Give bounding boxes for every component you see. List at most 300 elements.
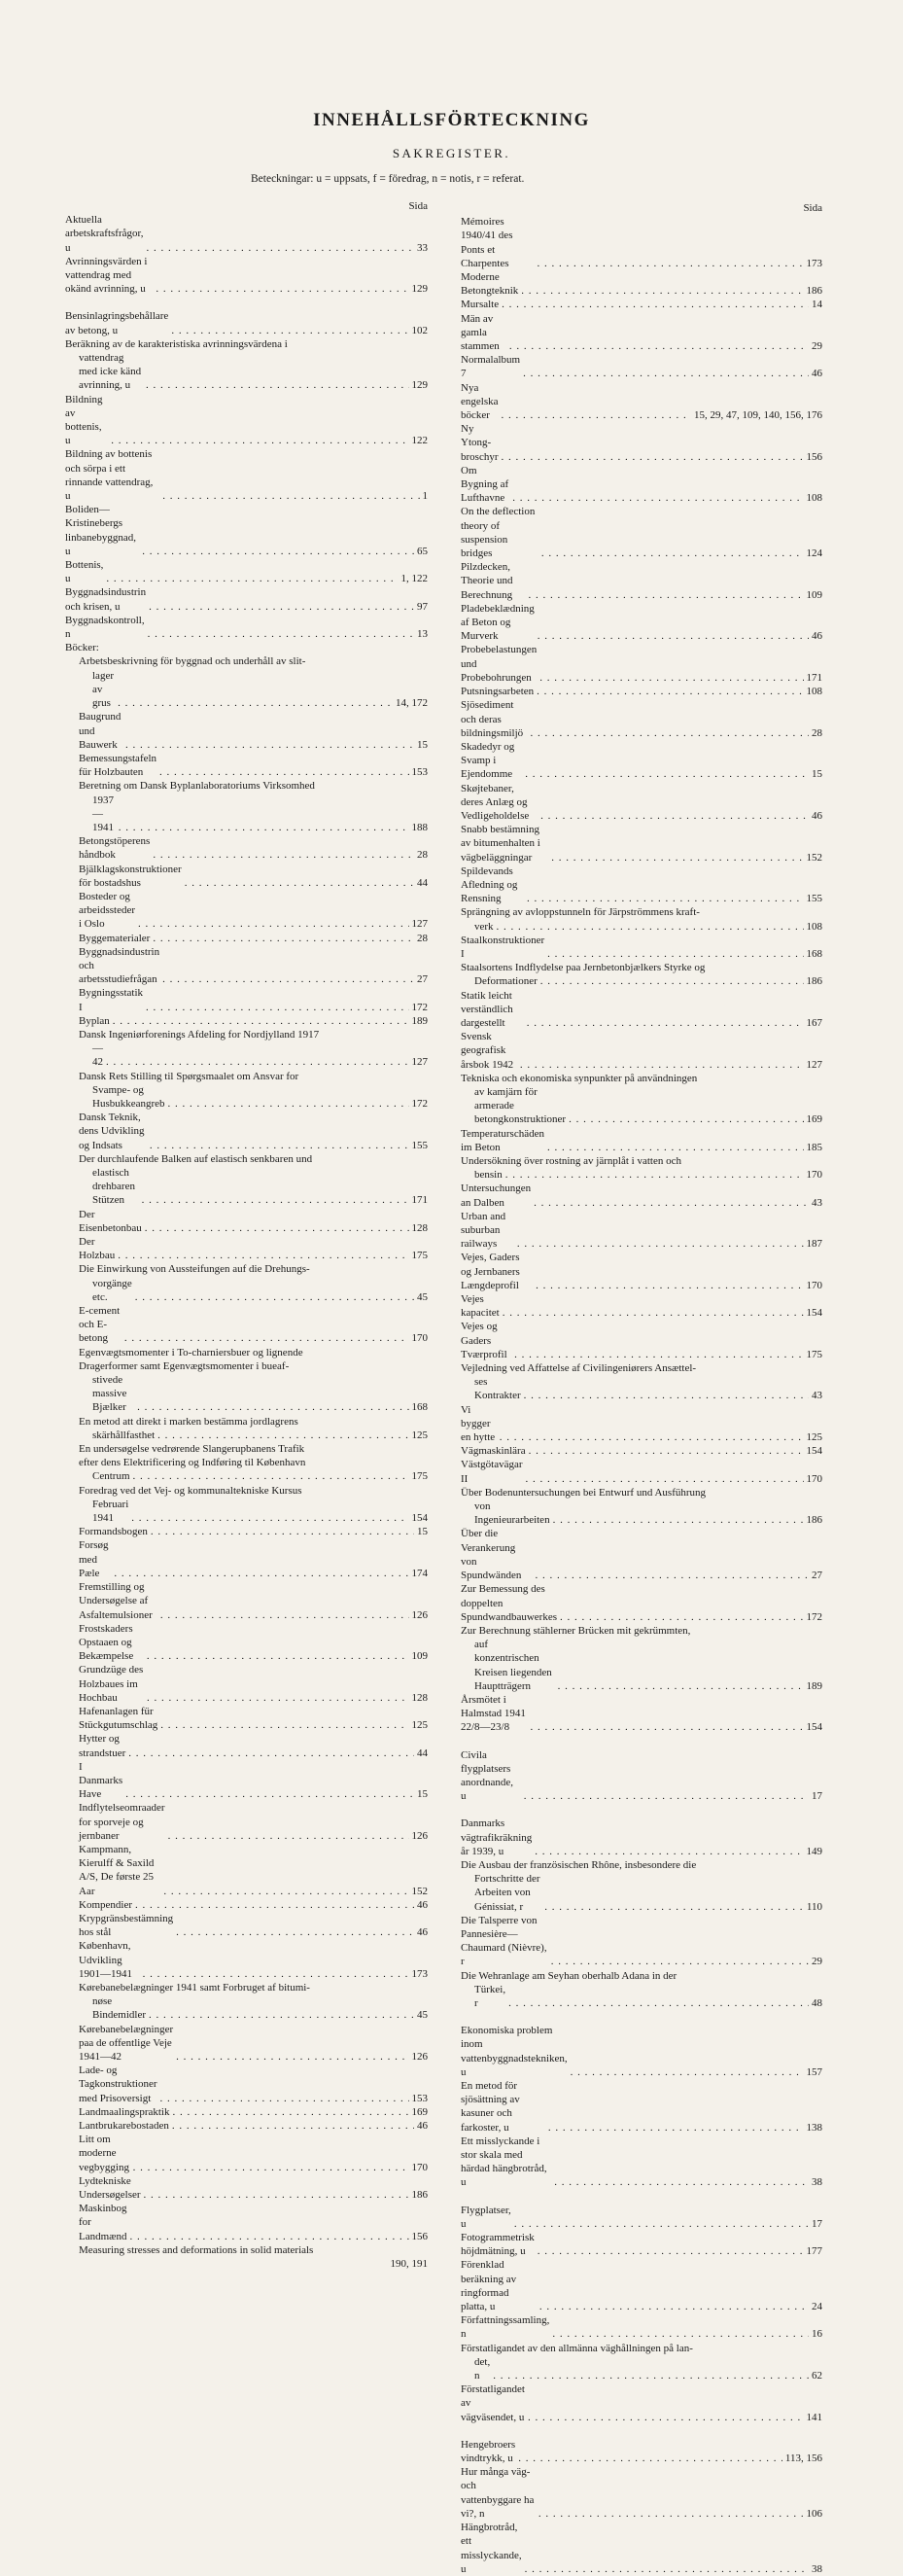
entry-title: Bildning av bottenis och sörpa i ett rinnande vattendrag, u [65, 448, 154, 503]
entry-row [461, 1458, 822, 1485]
entry-title: Centrum [92, 1470, 130, 1483]
entry-title: Staalkonstruktioner I [461, 934, 545, 960]
dot-leader [525, 2562, 809, 2576]
dot-leader [537, 685, 803, 698]
index-entry [65, 932, 428, 945]
page-number: 106 [806, 2507, 822, 2520]
entry-title: Probebelastungen und Probebohrungen [461, 644, 538, 684]
entry-title: Putsningsarbeten [461, 686, 535, 698]
index-entry [65, 309, 428, 336]
page-number: 124 [806, 547, 822, 560]
page-number: 108 [806, 920, 822, 933]
entry-title: Svampe- og Husbukkeangreb [92, 1083, 165, 1110]
page-number: 126 [411, 1829, 428, 1842]
page-number: 15 [417, 1788, 428, 1801]
page-number: 167 [806, 1016, 822, 1029]
entry-row [461, 740, 822, 782]
entry-row [461, 298, 822, 311]
page-number: 168 [411, 1401, 428, 1414]
entry-title: Die Talsperre von Pannesière—Chaumard (Nièvre), r [461, 1914, 547, 1968]
entry-row [65, 986, 428, 1013]
entry-text-line: Förstatligandet av den allmänna väghållningen på lan- [461, 2342, 693, 2354]
page-title: INNEHÅLLSFÖRTECKNING [313, 110, 590, 130]
dot-leader [146, 378, 409, 392]
entry-row [65, 2023, 428, 2064]
dot-leader [493, 2369, 809, 2382]
entry-title: Skøjtebaner, deres Anlæg og Vedligeholdelse [461, 782, 530, 822]
entry-title: verk [474, 920, 494, 933]
page-number: 46 [417, 1926, 428, 1939]
entry-row [461, 1914, 822, 1969]
entry-title: Statik leicht verständlich dargestellt [461, 989, 513, 1029]
entry-row [65, 834, 428, 862]
dot-leader [162, 972, 414, 986]
index-entry [461, 2521, 822, 2576]
entry-title: I Danmarks Have [79, 1760, 123, 1801]
entry-row [65, 614, 428, 641]
page-number: 125 [411, 1719, 428, 1732]
dot-leader [505, 1168, 804, 1182]
page-number: 62 [812, 2370, 822, 2382]
page-number: 170 [806, 1279, 822, 1291]
page-number: 1, 122 [400, 573, 428, 585]
dot-leader [159, 765, 408, 779]
page-number: 108 [806, 686, 822, 698]
dot-leader [153, 932, 414, 945]
dot-leader [137, 1400, 408, 1414]
entry-title: Hängbrotråd, ett misslyckande, u [461, 2522, 522, 2575]
entry-title: Bildning av bottenis, u [65, 393, 103, 447]
entry-row [65, 1843, 428, 1898]
entry-title: Spildevands Afledning og Rensning [461, 865, 518, 905]
entry-row [461, 2231, 822, 2258]
dot-leader [172, 2119, 414, 2133]
page-number: 154 [806, 1307, 822, 1320]
entry-title: vattendrag med icke känd avrinning, u [79, 352, 142, 392]
dot-leader [560, 1610, 804, 1624]
index-entry [65, 986, 428, 1013]
dot-leader [551, 851, 803, 865]
index-entry [65, 1415, 428, 1442]
entry-row [461, 602, 822, 644]
dot-leader [133, 1469, 409, 1483]
entry-text-line: Vejledning ved Affattelse af Civilingeniørers Ansættel- [461, 1362, 697, 1375]
index-entry [65, 1111, 428, 1152]
page-number: 109 [806, 588, 822, 601]
dot-leader [509, 339, 809, 353]
entry-row [65, 1235, 428, 1262]
entry-row [65, 1014, 428, 1028]
index-entry [461, 685, 822, 698]
index-entry [65, 1235, 428, 1262]
entry-title: Kompendier [79, 1898, 132, 1911]
section-gap [461, 2424, 822, 2438]
entry-row [461, 920, 822, 934]
entry-row [65, 863, 428, 890]
index-entry [65, 1981, 428, 2023]
index-entry [65, 654, 428, 710]
dot-leader [168, 1097, 409, 1111]
entry-row [461, 1251, 822, 1292]
entry-row [65, 752, 428, 779]
entry-title: Vejes kapacitet [461, 1293, 500, 1320]
entry-title: Fortschritte der Arbeiten von Génissiat, r [474, 1873, 540, 1913]
dot-leader [524, 1789, 809, 1803]
index-entry [65, 558, 428, 585]
dot-leader [171, 324, 408, 337]
entry-text-line: En undersøgelse vedrørende Slangerupbanens Trafik [79, 1443, 305, 1456]
entry-title: Deformationer [474, 975, 538, 988]
dot-leader [520, 1058, 804, 1072]
entry-title: Türkei, r [474, 1983, 506, 2009]
page-number: 169 [806, 1113, 822, 1126]
dot-leader [558, 1679, 804, 1693]
entry-row [461, 2521, 822, 2576]
index-entry [65, 255, 428, 297]
dot-leader [538, 629, 809, 643]
dot-leader [151, 1525, 414, 1538]
entry-row [461, 1444, 822, 1458]
entry-row [65, 1083, 428, 1111]
entry-title: Urban and suburban railways [461, 1210, 506, 1251]
page-number: 171 [806, 671, 822, 684]
entry-row [65, 2133, 428, 2174]
page-number: 16 [812, 2328, 822, 2341]
page-number: 175 [411, 1470, 428, 1483]
page-column-header: Sida [803, 202, 822, 214]
index-entry [461, 865, 822, 906]
index-entry [461, 353, 822, 380]
index-entry [461, 1969, 822, 2011]
index-entry [65, 1663, 428, 1705]
index-entry [65, 710, 428, 752]
index-entry [461, 1182, 822, 1209]
entry-row [461, 934, 822, 961]
abbreviation-legend: Beteckningar: u = uppsats, f = föredrag, n = notis, r = referat. [251, 173, 525, 185]
entry-text-line: Über Bodenuntersuchungen bei Entwurf und Ausführung [461, 1486, 707, 1499]
index-entry [461, 2382, 822, 2424]
entry-row [461, 2135, 822, 2190]
entry-title: Frostskaders Opstaaen og Bekæmpelse [79, 1622, 134, 1663]
index-entry [65, 614, 428, 641]
entry-title: ses Kontrakter [474, 1376, 521, 1402]
entry-title: Kampmann, Kierulff & Saxild A/S, De første 25 Aar [79, 1843, 155, 1897]
dot-leader [531, 1720, 804, 1734]
dot-leader [528, 588, 803, 602]
page-number: 43 [812, 1196, 822, 1209]
page-number: 186 [806, 285, 822, 298]
index-entry [461, 298, 822, 311]
page-number: 109 [411, 1650, 428, 1663]
page-number: 175 [411, 1250, 428, 1262]
entry-title: bensin [474, 1169, 503, 1182]
section-gap [65, 296, 428, 309]
entry-title: av kamjärn för armerade betongkonstruktioner [474, 1085, 567, 1126]
entry-row [461, 2204, 822, 2231]
section-gap [461, 1735, 822, 1748]
entry-row [461, 1127, 822, 1154]
entry-row [461, 464, 822, 506]
entry-title: Vi bygger en hytte [461, 1403, 496, 1444]
dot-leader [554, 2175, 809, 2189]
entry-title: Der Holzbau [79, 1236, 116, 1262]
entry-row [65, 2105, 428, 2119]
index-entry [461, 1292, 822, 1320]
page-number: 174 [411, 1567, 428, 1579]
index-entry [461, 560, 822, 602]
dot-leader [500, 1430, 804, 1444]
entry-title: Bemessungstafeln für Holzbauten [79, 752, 157, 779]
dot-leader [537, 257, 803, 270]
entry-title: Danmarks vägtrafikräkning år 1939, u [461, 1817, 533, 1857]
index-entry [65, 2119, 428, 2133]
dot-leader [544, 1900, 804, 1914]
index-entry [461, 1914, 822, 1969]
entry-text-line: efter dens Elektrificering og Indføring til København [79, 1457, 306, 1469]
dot-leader [514, 2217, 809, 2231]
page-number: 48 [812, 1996, 822, 2009]
entry-row [65, 1166, 428, 1208]
entry-row [65, 1469, 428, 1483]
entry-row [461, 312, 822, 354]
index-entry [461, 1361, 822, 1403]
index-entry [461, 1748, 822, 1804]
dot-leader [162, 489, 419, 503]
page-subtitle: SAKREGISTER. [392, 146, 511, 160]
entry-title: Hytter og strandstuer [79, 1733, 126, 1759]
page-number: 126 [411, 2051, 428, 2063]
dot-leader [168, 1829, 409, 1843]
entry-text-line: Egenvægtsmomenter i To-charniersbuer og lignende [79, 1346, 303, 1359]
page-number: 14, 172 [396, 697, 428, 710]
entry-row [461, 422, 822, 464]
dot-leader [135, 1290, 414, 1304]
index-entry [461, 2079, 822, 2135]
index-entry [461, 823, 822, 865]
dot-leader [502, 450, 804, 464]
index-entry [461, 1072, 822, 1127]
dot-leader [514, 1348, 803, 1361]
entry-row [65, 1801, 428, 1843]
index-entry [65, 1484, 428, 1526]
entry-title: Förenklad beräkning av ringformad platta, u [461, 2259, 517, 2313]
index-entry [65, 1525, 428, 1538]
entry-row [65, 1760, 428, 1802]
entry-row [65, 1580, 428, 1622]
entry-row [461, 2313, 822, 2341]
entry-title: Krypgränsbestämning hos stål [79, 1912, 174, 1939]
entry-row [461, 1375, 822, 1402]
entry-title: Forsøg med Pæle [79, 1539, 109, 1579]
page-number: 171 [411, 1194, 428, 1207]
page-number: 152 [411, 1885, 428, 1897]
entry-row [461, 1983, 822, 2010]
index-entry [65, 1939, 428, 1981]
dot-leader [148, 627, 414, 641]
index-entry [65, 1262, 428, 1304]
entry-row [461, 1292, 822, 1320]
index-entry [461, 1582, 822, 1624]
entry-title: Untersuchungen an Dalben [461, 1182, 532, 1209]
entry-row [461, 1168, 822, 1182]
entry-title: Maskinbog for Landmænd [79, 2203, 127, 2242]
entry-text-line: Dansk Rets Stilling til Spørgsmaalet om Ansvar for [79, 1070, 299, 1082]
page-number: 46 [812, 630, 822, 643]
entry-title: Vejes og Gaders Tværprofil [461, 1321, 507, 1360]
entry-title: 1937—1941 [92, 794, 114, 833]
entry-title: det, n [474, 2355, 491, 2382]
page-number: 177 [806, 2245, 822, 2258]
dot-leader [540, 974, 804, 988]
page-number: 168 [806, 947, 822, 960]
entry-title: Skadedyr og Svamp i Ejendomme [461, 740, 515, 781]
entry-row [65, 669, 428, 711]
page-number: 38 [812, 2176, 822, 2189]
entry-row [461, 782, 822, 824]
dot-leader [185, 876, 414, 890]
dot-leader [531, 726, 809, 740]
entry-title: Sjösediment och deras bildningsmiljö [461, 699, 524, 739]
page-number: 172 [411, 1097, 428, 1110]
index-entry [65, 1732, 428, 1759]
index-entry [65, 1760, 428, 1802]
dot-leader [502, 298, 809, 311]
index-entry [65, 2023, 428, 2064]
dot-leader [147, 1649, 409, 1663]
entry-text-line: Beretning om Dansk Byplanlaboratoriums Virksomhed [79, 780, 315, 793]
page-number: 127 [411, 918, 428, 931]
page-number: 65 [417, 545, 428, 557]
entry-text-line: Dragerformer samt Egenvægtsmomenter i bueaf- [79, 1359, 290, 1372]
page-number: 186 [806, 1514, 822, 1527]
dot-leader [138, 917, 408, 931]
page-number: 108 [806, 492, 822, 505]
dot-leader [172, 2105, 408, 2119]
dot-leader [497, 920, 804, 934]
index-entry [65, 503, 428, 558]
dot-leader [553, 1513, 804, 1527]
index-entry [461, 602, 822, 644]
index-entry [461, 1251, 822, 1292]
page-number: 173 [411, 1967, 428, 1980]
entry-row [65, 1373, 428, 1415]
index-entry [461, 505, 822, 560]
entry-text-line: Beräkning av de karakteristiska avrinningsvärdena i [65, 337, 288, 350]
index-entry [65, 213, 428, 255]
dot-leader [133, 2161, 409, 2174]
index-entry [65, 2064, 428, 2105]
dot-leader [539, 671, 803, 685]
page-number: 153 [411, 2092, 428, 2104]
page-number: 128 [411, 1221, 428, 1234]
page-number: 126 [411, 1608, 428, 1621]
index-entry [461, 643, 822, 685]
page-number: 169 [411, 2105, 428, 2118]
entry-text-line: Arbetsbeskrivning för byggnad och underhåll av slit- [79, 655, 306, 668]
index-entry [461, 2313, 822, 2341]
entry-title: elastisch drehbaren Stützen [92, 1167, 135, 1207]
dot-leader [131, 1511, 408, 1525]
entry-row [65, 1538, 428, 1580]
index-entry [65, 2243, 428, 2271]
entry-title: Februari 1941 [92, 1498, 129, 1525]
entry-row [65, 585, 428, 613]
page-number: 44 [417, 876, 428, 889]
page-number: 127 [806, 1058, 822, 1071]
entry-row [65, 393, 428, 448]
index-entry [65, 1208, 428, 1235]
page-number: 170 [411, 2161, 428, 2173]
entry-title: Byplan [79, 1014, 110, 1027]
entry-row [65, 1732, 428, 1759]
entry-row [461, 2382, 822, 2424]
entry-row [461, 1872, 822, 1914]
page-number: 155 [411, 1139, 428, 1151]
index-entry [65, 1014, 428, 1028]
entry-title: Förstatligandet av vägväsendet, u [461, 2383, 525, 2423]
entry-row [65, 1912, 428, 1939]
dot-leader [538, 2244, 804, 2258]
index-entry [461, 2135, 822, 2190]
page-number: 186 [411, 2189, 428, 2202]
entry-title: —42 [92, 1042, 103, 1069]
dot-leader [147, 1691, 409, 1705]
index-entry [461, 1127, 822, 1154]
page-number: 1 [422, 490, 428, 503]
index-entry [461, 422, 822, 464]
page-number: 27 [812, 1570, 822, 1582]
dot-leader [150, 1139, 409, 1152]
dot-leader [156, 282, 408, 296]
page-number: 28 [417, 932, 428, 944]
index-entry [461, 2024, 822, 2079]
entry-row [65, 1208, 428, 1235]
dot-leader [176, 1925, 414, 1939]
entry-title: Ny Ytong-broschyr [461, 423, 499, 463]
index-entry [65, 337, 428, 393]
page-number: 15 [812, 768, 822, 781]
index-entry [65, 1580, 428, 1622]
entry-text-line: Die Ausbau der französischen Rhône, insbesondere die [461, 1858, 697, 1871]
page-number: 175 [806, 1348, 822, 1360]
entry-row [65, 932, 428, 945]
entry-title: Flygplatser, u [461, 2204, 511, 2230]
entry-row [461, 1500, 822, 1527]
entry-title: Om Bygning af Lufthavne [461, 464, 509, 505]
dot-leader [569, 1112, 803, 1126]
page-number: 172 [411, 1001, 428, 1013]
entry-title: Fremstilling og Undersøgelse af Asfaltemulsioner [79, 1581, 153, 1621]
entry-title: stivede massive Bjælker [92, 1374, 127, 1414]
entry-row [65, 447, 428, 503]
dot-leader [160, 1718, 408, 1732]
entry-row [65, 1663, 428, 1705]
index-entry [461, 1030, 822, 1072]
entry-row [461, 2355, 822, 2382]
entry-row [65, 1525, 428, 1538]
dot-leader [541, 547, 804, 560]
entry-title: On the deflection theory of suspension bridges [461, 506, 536, 560]
dot-leader [119, 821, 409, 834]
dot-leader [501, 408, 691, 422]
page-number: 17 [812, 1790, 822, 1803]
entry-row [461, 1030, 822, 1072]
entry-row [65, 2064, 428, 2105]
dot-leader [540, 809, 809, 823]
entry-row [461, 1638, 822, 1693]
page-number: 157 [806, 2065, 822, 2078]
dot-leader [142, 545, 414, 558]
